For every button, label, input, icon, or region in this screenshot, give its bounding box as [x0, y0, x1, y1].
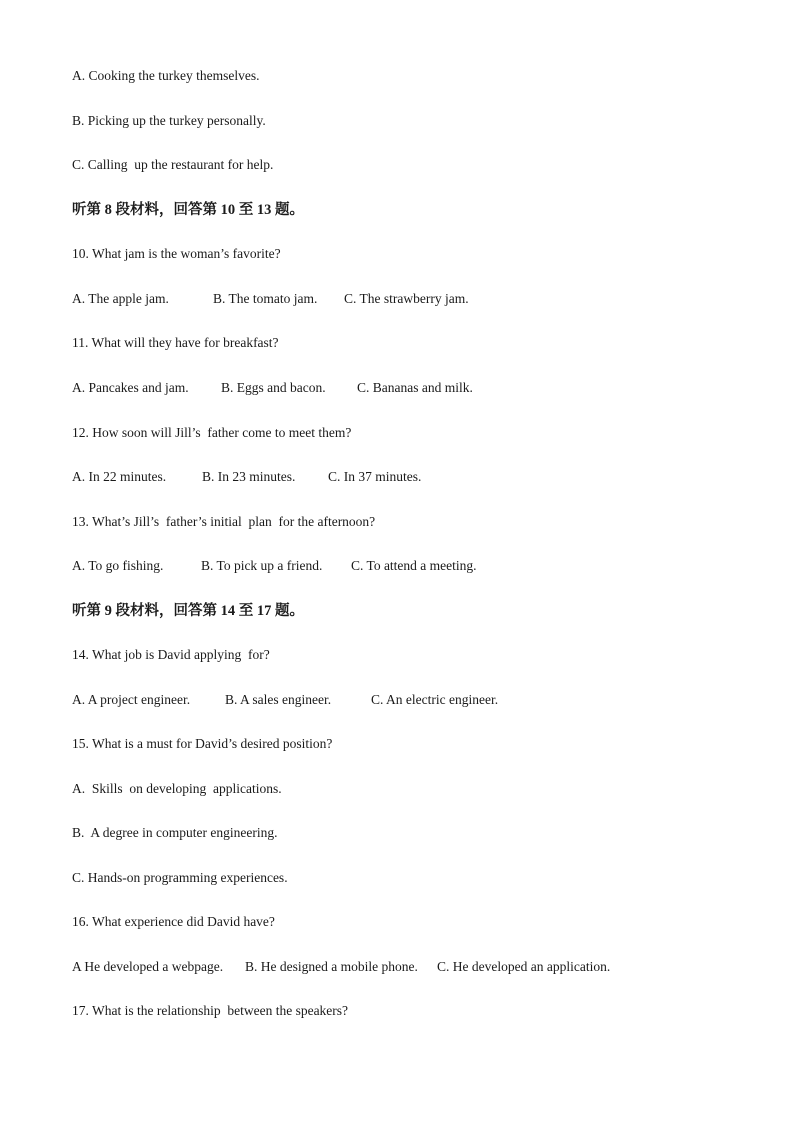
question-11: 11. What will they have for breakfast?	[72, 335, 279, 350]
question-16: 16. What experience did David have?	[72, 914, 275, 929]
option-a: A. The apple jam.	[72, 291, 169, 306]
option-c: C. In 37 minutes.	[328, 469, 422, 484]
option-b: B. Eggs and bacon.	[221, 380, 326, 395]
option-c: C. Bananas and milk.	[357, 380, 473, 395]
options-row-14	[72, 691, 498, 709]
option-b: B. In 23 minutes.	[202, 469, 296, 484]
question-10: 10. What jam is the woman’s favorite?	[72, 246, 281, 261]
options-row-10	[72, 290, 469, 308]
option-a: A He developed a webpage.	[72, 959, 224, 974]
option-b: B. A sales engineer.	[225, 692, 332, 707]
option-line: A. Skills on developing applications.	[72, 781, 282, 796]
option-line: B. A degree in computer engineering.	[72, 825, 278, 840]
option-line: C. Hands-on programming experiences.	[72, 870, 288, 885]
option-c: C. The strawberry jam.	[344, 291, 469, 306]
option-a: A. A project engineer.	[72, 692, 191, 707]
options-row-13	[72, 557, 477, 575]
options-row-16	[72, 958, 610, 976]
option-b: B. The tomato jam.	[213, 291, 318, 306]
option-line: A. Cooking the turkey themselves.	[72, 68, 260, 83]
question-12: 12. How soon will Jill’s father come to meet them?	[72, 425, 352, 440]
question-14: 14. What job is David applying for?	[72, 647, 270, 662]
option-line: B. Picking up the turkey personally.	[72, 113, 266, 128]
option-line: C. Calling up the restaurant for help.	[72, 157, 274, 172]
question-15: 15. What is a must for David’s desired position?	[72, 736, 333, 751]
option-c: C. He developed an application.	[437, 959, 611, 974]
option-b: B. To pick up a friend.	[201, 558, 323, 573]
question-13: 13. What’s Jill’s father’s initial plan for the afternoon?	[72, 514, 376, 529]
option-c: C. To attend a meeting.	[351, 558, 477, 573]
options-row-11	[72, 379, 473, 397]
option-b: B. He designed a mobile phone.	[245, 959, 418, 974]
option-a: A. Pancakes and jam.	[72, 380, 189, 395]
option-c: C. An electric engineer.	[371, 692, 499, 707]
question-17: 17. What is the relationship between the speakers?	[72, 1003, 349, 1018]
options-row-12	[72, 468, 421, 486]
section-heading: 听第 8 段材料，回答第 10 至 13 题。	[72, 202, 304, 218]
section-heading: 听第 9 段材料，回答第 14 至 17 题。	[72, 603, 304, 619]
option-a: A. To go fishing.	[72, 558, 164, 573]
option-a: A. In 22 minutes.	[72, 469, 167, 484]
